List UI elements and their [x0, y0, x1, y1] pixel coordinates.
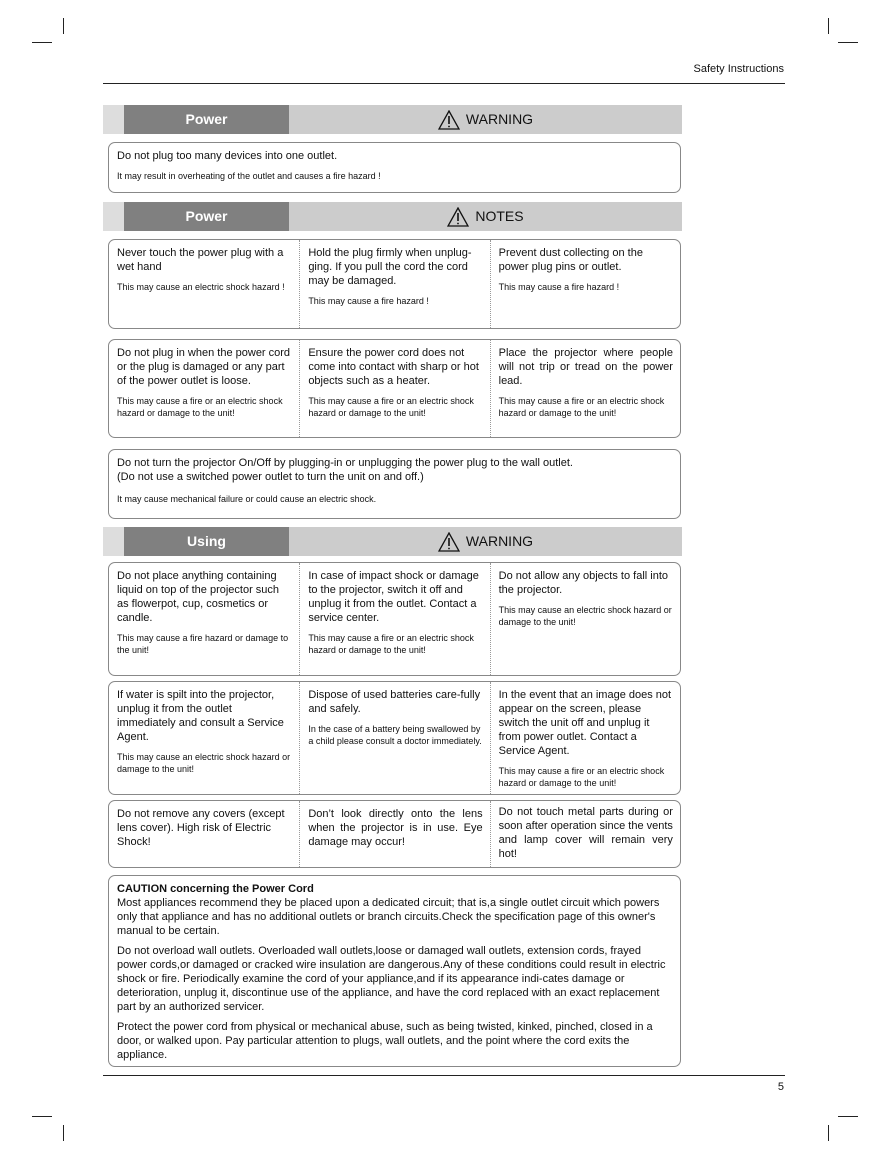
notice-main: Do not plug too many devices into one outlet.	[117, 150, 338, 162]
notice-cell	[109, 340, 299, 437]
notice-box-row	[108, 681, 681, 795]
footer-rule	[103, 1075, 785, 1076]
section-bar-power-warning	[103, 105, 682, 134]
notice-cell	[490, 801, 680, 867]
notice-main: If water is spilt into the projector, unplug it from the outlet immediately and consult a Service Agent.	[117, 689, 284, 743]
notice-cell	[299, 240, 489, 328]
notice-main: Do not turn the projector On/Off by plugging-in or unplugging the power plug to the wall outlet.	[117, 457, 573, 469]
notice-box-row	[108, 562, 681, 676]
notice-sub: This may cause a fire or an electric shock hazard or damage to the unit!	[308, 633, 474, 655]
notice-cell	[109, 801, 299, 867]
caution-title: CAUTION concerning the Power Cord	[117, 883, 314, 895]
notice-main: Don’t look directly onto the lens when the projector is in use. Eye damage may occur!	[308, 808, 483, 848]
section-type-label: NOTES	[475, 208, 524, 224]
section-type	[289, 527, 682, 556]
page-header-title: Safety Instructions	[693, 63, 784, 75]
section-type-label: WARNING	[465, 111, 534, 127]
warning-triangle-icon	[438, 110, 460, 130]
crop-mark	[63, 18, 64, 34]
notice-main: Do not allow any objects to fall into the projector.	[498, 570, 668, 596]
notice-sub: This may cause an electric shock hazard !	[117, 282, 285, 292]
section-label: Using	[124, 527, 289, 556]
notice-box-row	[108, 339, 681, 438]
notice-main: Ensure the power cord does not come into contact with sharp or hot objects such as a heater.	[308, 347, 479, 387]
notice-sub: This may cause a fire or an electric shock hazard or damage to the unit!	[498, 766, 665, 788]
crop-mark	[838, 1116, 858, 1117]
notice-main: Hold the plug firmly when unplug-ging. If you pull the cord the cord may be damaged.	[308, 247, 472, 287]
notice-main: Do not place anything containing liquid on top of the projector such as flowerpot, cup, cosmetics or candle.	[117, 570, 280, 624]
warning-triangle-icon	[438, 532, 460, 552]
crop-mark	[828, 18, 829, 34]
notice-cell	[299, 563, 489, 675]
notice-sub: This may cause a fire or an electric shock hazard or damage to the unit!	[498, 396, 665, 418]
section-bar-using-warning	[103, 527, 682, 556]
crop-mark	[63, 1125, 64, 1141]
notice-cell	[490, 340, 680, 437]
notice-sub: This may cause a fire hazard !	[498, 282, 620, 292]
notice-cell	[490, 240, 680, 328]
notice-cell	[299, 801, 489, 867]
notice-box-wide	[108, 449, 681, 519]
notice-cell	[109, 682, 299, 794]
section-label: Power	[124, 202, 289, 231]
notice-main: (Do not use a switched power outlet to turn the unit on and off.)	[117, 471, 424, 483]
notice-box-row	[108, 239, 681, 329]
caution-box	[108, 875, 681, 1067]
notice-cell	[299, 340, 489, 437]
notice-main: In case of impact shock or damage to the projector, switch it off and unplug it from the outlet. Contact a service center.	[308, 570, 479, 624]
caution-paragraph: Protect the power cord from physical or mechanical abuse, such as being twisted, kinked, pinched, closed in a door, or walked upon. Pay particular attention to plugs, wall outlets, and the point where the cord exits the appliance.	[117, 1021, 653, 1061]
notice-sub: This may cause a fire or an electric shock hazard or damage to the unit!	[308, 396, 474, 418]
notice-box-row	[108, 800, 681, 868]
section-type	[289, 202, 682, 231]
notice-sub: This may cause a fire hazard or damage to the unit!	[117, 633, 289, 655]
crop-mark	[32, 42, 52, 43]
page-number: 5	[777, 1081, 784, 1093]
crop-mark	[32, 1116, 52, 1117]
notice-main: Dispose of used batteries care-fully and safely.	[308, 689, 481, 715]
notice-sub: This may cause an electric shock hazard or damage to the unit!	[498, 605, 672, 627]
notice-main: Never touch the power plug with a wet hand	[117, 247, 284, 273]
caution-paragraph: Most appliances recommend they be placed upon a dedicated circuit; that is,a single outlet circuit which powers only that appliance and has no additional outlets or branch circuits.Check the specification page of this owner's manual to be certain.	[117, 897, 660, 937]
notice-main: Do not remove any covers (except lens cover). High risk of Electric Shock!	[117, 808, 285, 848]
notice-sub: It may cause mechanical failure or could cause an electric shock.	[117, 494, 377, 504]
caution-paragraph: Do not overload wall outlets. Overloaded wall outlets,loose or damaged wall outlets, extension cords, frayed power cords,or damaged or cracked wire insulation are dangerous.Any of these conditions could result in electric shock or fire. Periodically examine the cord of your appliance,and if its appearance indi-cates damage or deterioration, unplug it, discontinue use of the appliance, and have the cord replaced with an exact replacement part by an authorized servicer.	[117, 945, 666, 1013]
notice-cell	[109, 240, 299, 328]
notice-main: Do not plug in when the power cord or the plug is damaged or any part of the power outlet is loose.	[117, 347, 291, 387]
notice-main: In the event that an image does not appear on the screen, please switch the unit off and unplug it from power outlet. Contact a Service Agent.	[498, 689, 672, 757]
section-bar-stub	[103, 527, 124, 556]
notice-main: Prevent dust collecting on the power plug pins or outlet.	[498, 247, 643, 273]
section-type-label: WARNING	[465, 533, 534, 549]
notice-cell	[490, 563, 680, 675]
section-bar-stub	[103, 202, 124, 231]
notice-sub: It may result in overheating of the outlet and causes a fire hazard !	[117, 171, 381, 181]
notice-cell	[299, 682, 489, 794]
notice-box	[108, 142, 681, 193]
notice-sub: This may cause a fire hazard !	[308, 296, 429, 306]
header-rule	[103, 83, 785, 84]
notice-main: Do not touch metal parts during or soon after operation since the vents and lamp cover will remain very hot!	[498, 806, 673, 860]
notice-cell	[109, 563, 299, 675]
section-label: Power	[124, 105, 289, 134]
section-bar-power-notes	[103, 202, 682, 231]
notice-cell	[490, 682, 680, 794]
crop-mark	[828, 1125, 829, 1141]
notice-sub: In the case of a battery being swallowed by a child please consult a doctor immediately.	[308, 724, 482, 746]
section-type	[289, 105, 682, 134]
notice-sub: This may cause an electric shock hazard or damage to the unit!	[117, 752, 291, 774]
section-bar-stub	[103, 105, 124, 134]
notice-main: Place the projector where people will not trip or tread on the power lead.	[498, 347, 673, 387]
warning-triangle-icon	[447, 207, 469, 227]
crop-mark	[838, 42, 858, 43]
notice-sub: This may cause a fire or an electric shock hazard or damage to the unit!	[117, 396, 283, 418]
